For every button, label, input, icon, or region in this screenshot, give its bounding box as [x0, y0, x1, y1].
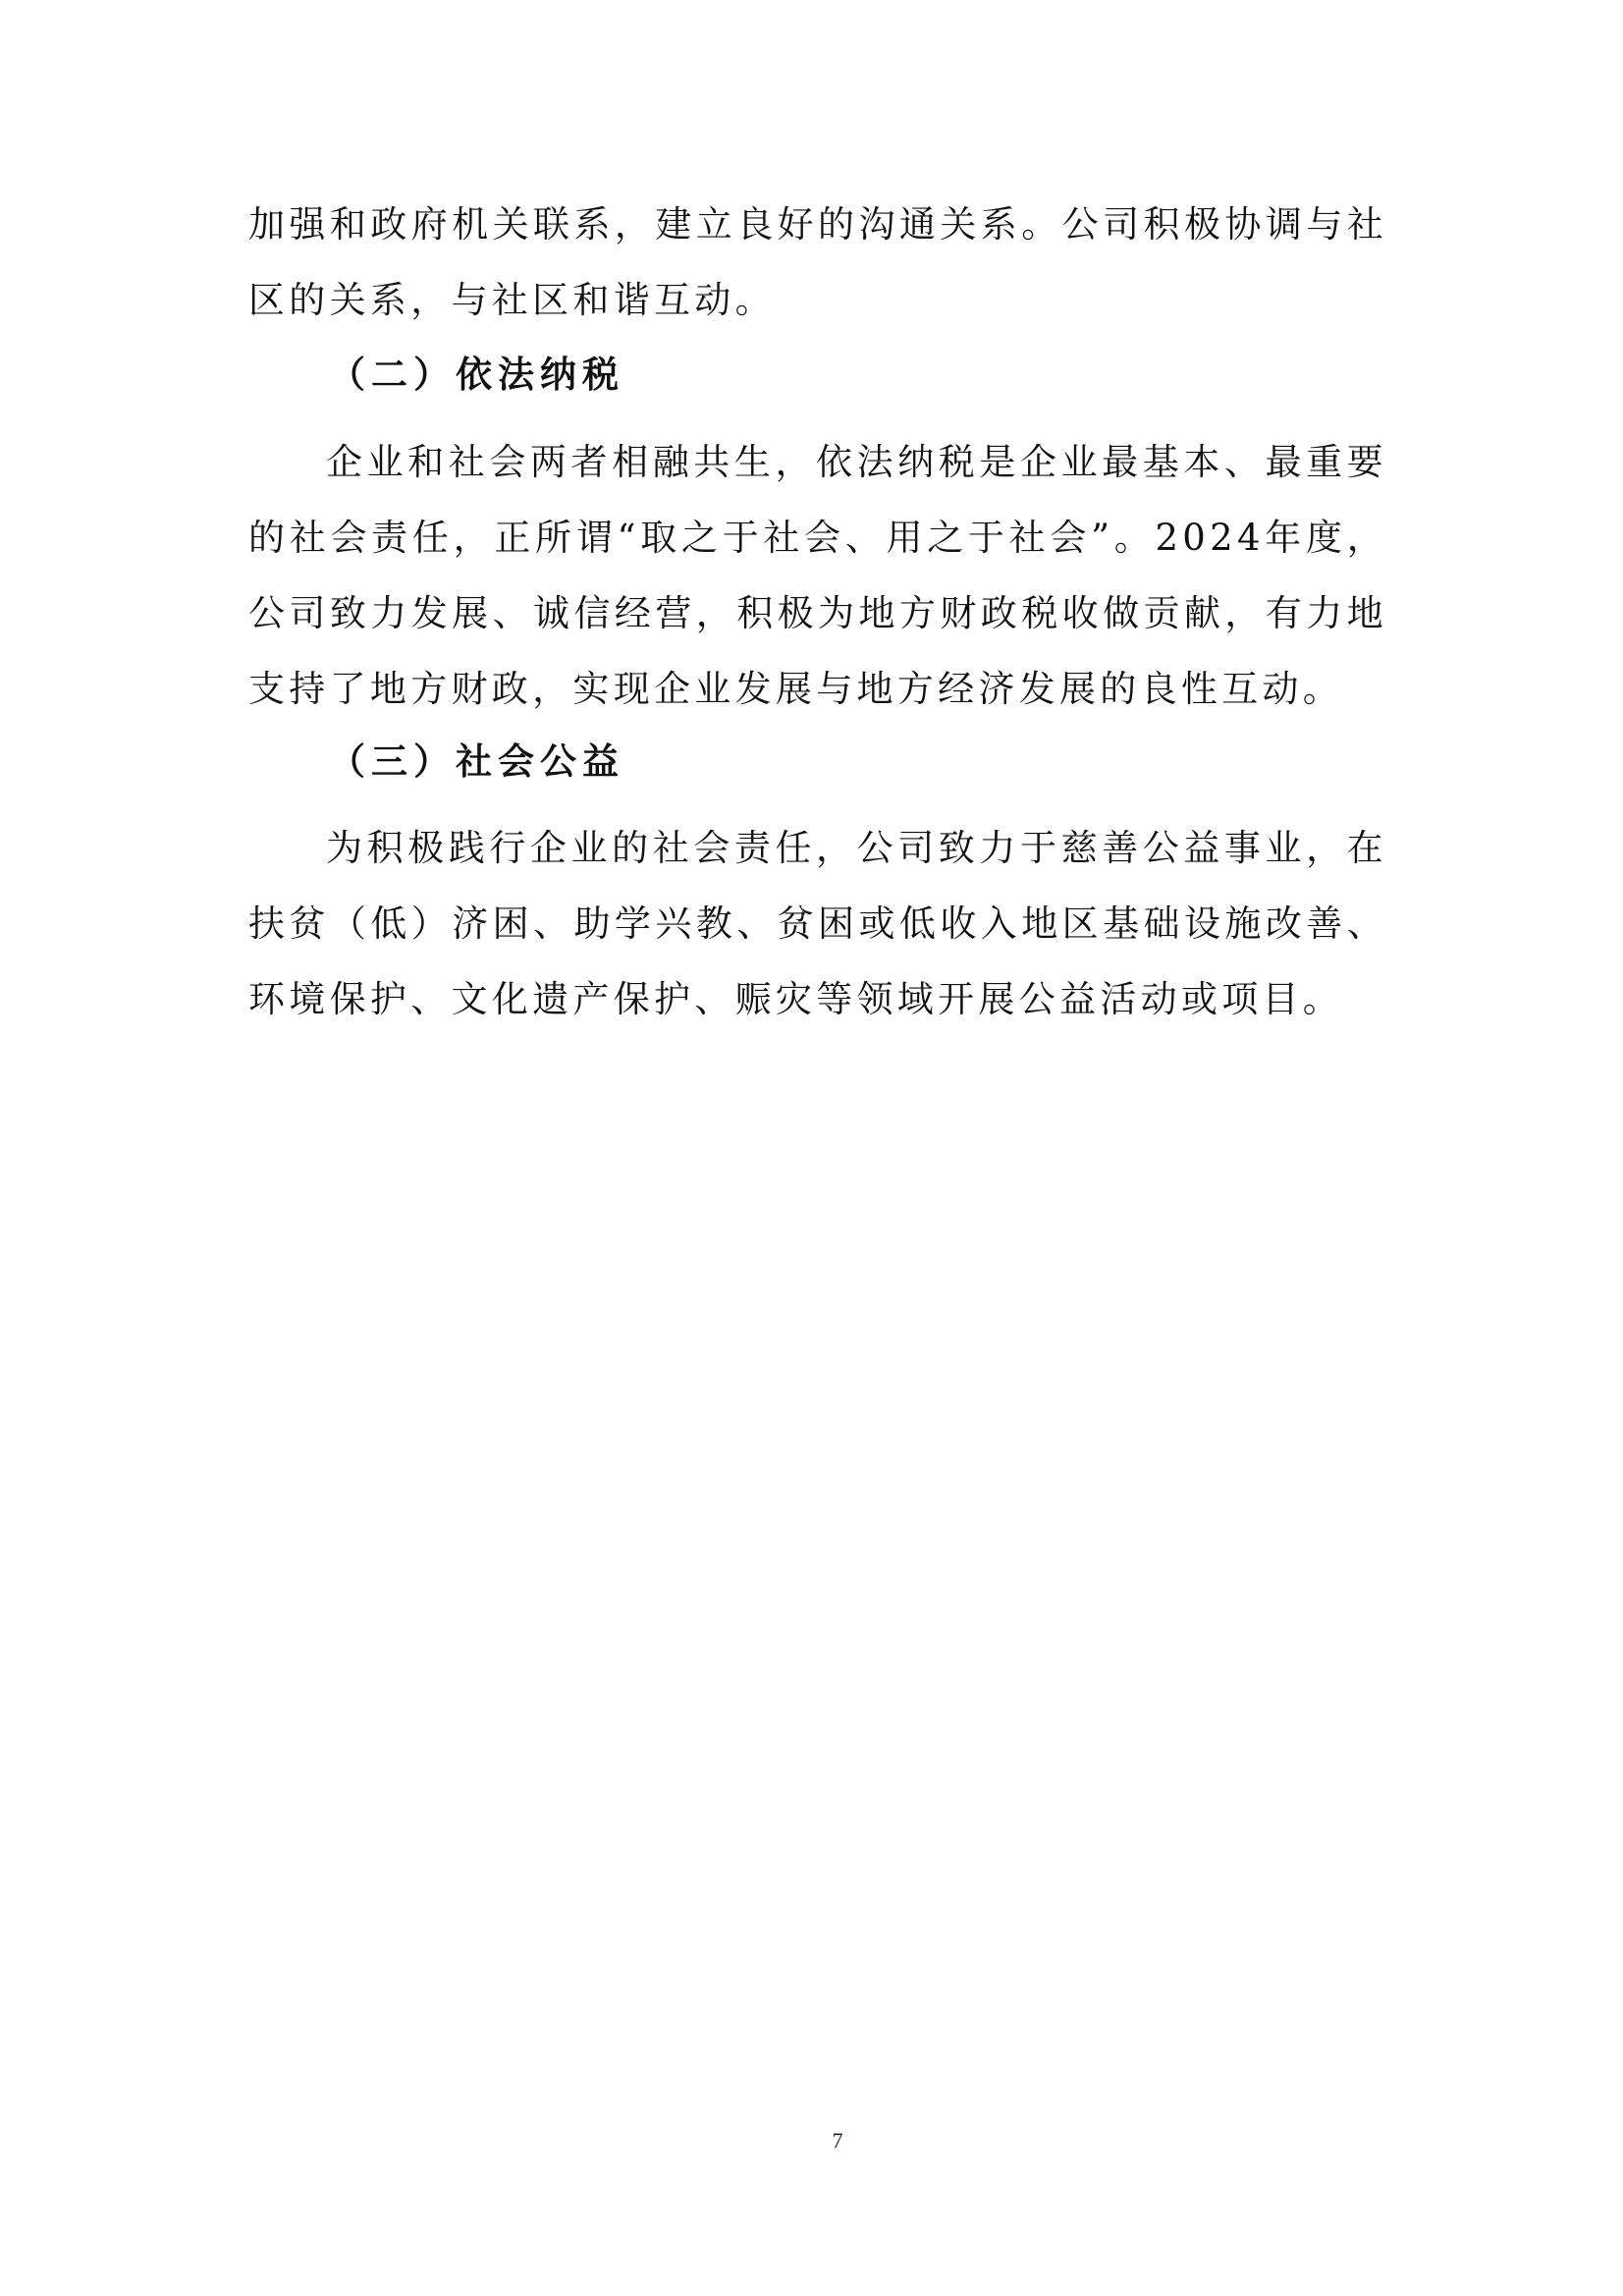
continuation-paragraph: 加强和政府机关联系，建立良好的沟通关系。公司积极协调与社区的关系，与社区和谐互动。 — [248, 203, 1387, 321]
section-heading-public-welfare: （三）社会公益 — [329, 739, 624, 783]
page-number: 7 — [832, 2128, 843, 2153]
section-paragraph-tax: 企业和社会两者相融共生，依法纳税是企业最基本、最重要的社会责任，正所谓“取之于社会、用之于社会”。2024年度，公司致力发展、诚信经营，积极为地方财政税收做贡献，有力地支持了地方财政，实现企业发展与地方经济发展的良性互动。 — [248, 441, 1387, 710]
section-paragraph-public-welfare: 为积极践行企业的社会责任，公司致力于慈善公益事业，在扶贫（低）济困、助学兴教、贫困或低收入地区基础设施改善、环境保护、文化遗产保护、赈灾等领域开展公益活动或项目。 — [248, 827, 1387, 1020]
section-heading-tax: （二）依法纳税 — [329, 353, 624, 396]
